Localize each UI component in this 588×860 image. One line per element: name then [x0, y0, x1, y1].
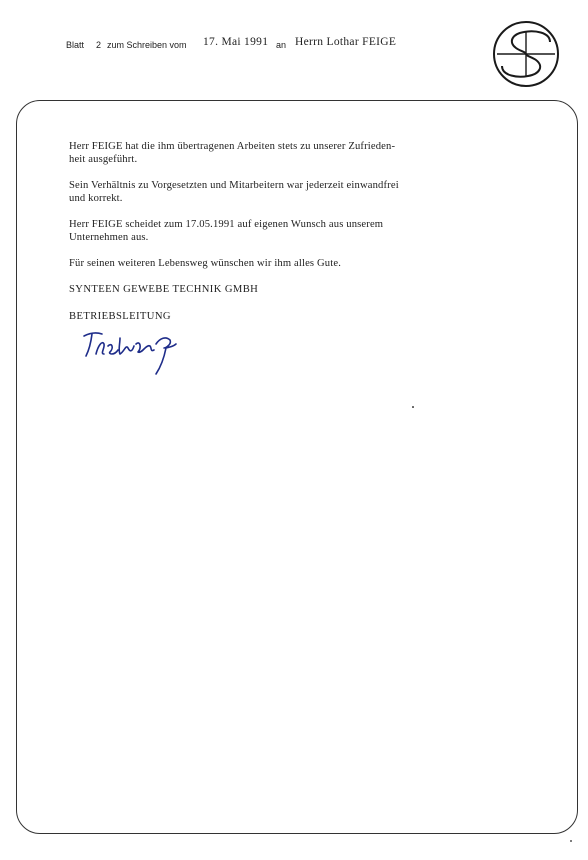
- department-name: BETRIEBSLEITUNG: [69, 311, 171, 322]
- paragraph-2-line-1: Sein Verhältnis zu Vorgesetzten und Mitarbeitern war jederzeit einwandfrei: [69, 180, 399, 191]
- paragraph-3-line-1: Herr FEIGE scheidet zum 17.05.1991 auf eigenen Wunsch aus unserem: [69, 219, 384, 230]
- letter-date: 17. Mai 1991: [203, 36, 269, 48]
- paragraph-1-line-1: Herr FEIGE hat die ihm übertragenen Arbeiten stets zu unserer Zufrieden-: [69, 141, 396, 152]
- recipient-name: Herrn Lothar FEIGE: [295, 36, 397, 48]
- reference-label: zum Schreiben vom: [107, 40, 187, 50]
- paragraph-3-line-2: Unternehmen aus.: [69, 232, 149, 243]
- paragraph-2-line-2: und korrekt.: [69, 193, 123, 204]
- paragraph-conduct: [69, 179, 509, 205]
- paragraph-performance: [69, 140, 509, 166]
- company-logo-icon: [490, 18, 562, 90]
- company-name: SYNTEEN GEWEBE TECHNIK GMBH: [69, 284, 259, 295]
- scan-speck: [570, 840, 572, 842]
- letter-header: [0, 36, 480, 56]
- an-label: an: [276, 40, 287, 50]
- page-number: 2: [96, 40, 102, 50]
- paragraph-farewell: Für seinen weiteren Lebensweg wünschen wir ihm alles Gute.: [69, 258, 341, 269]
- paragraph-1-line-2: heit ausgeführt.: [69, 154, 138, 165]
- letter-body: [69, 140, 509, 323]
- handwritten-signature: [80, 324, 190, 380]
- scan-speck: [412, 406, 414, 408]
- blatt-label: Blatt: [66, 40, 85, 50]
- paragraph-departure: [69, 218, 509, 244]
